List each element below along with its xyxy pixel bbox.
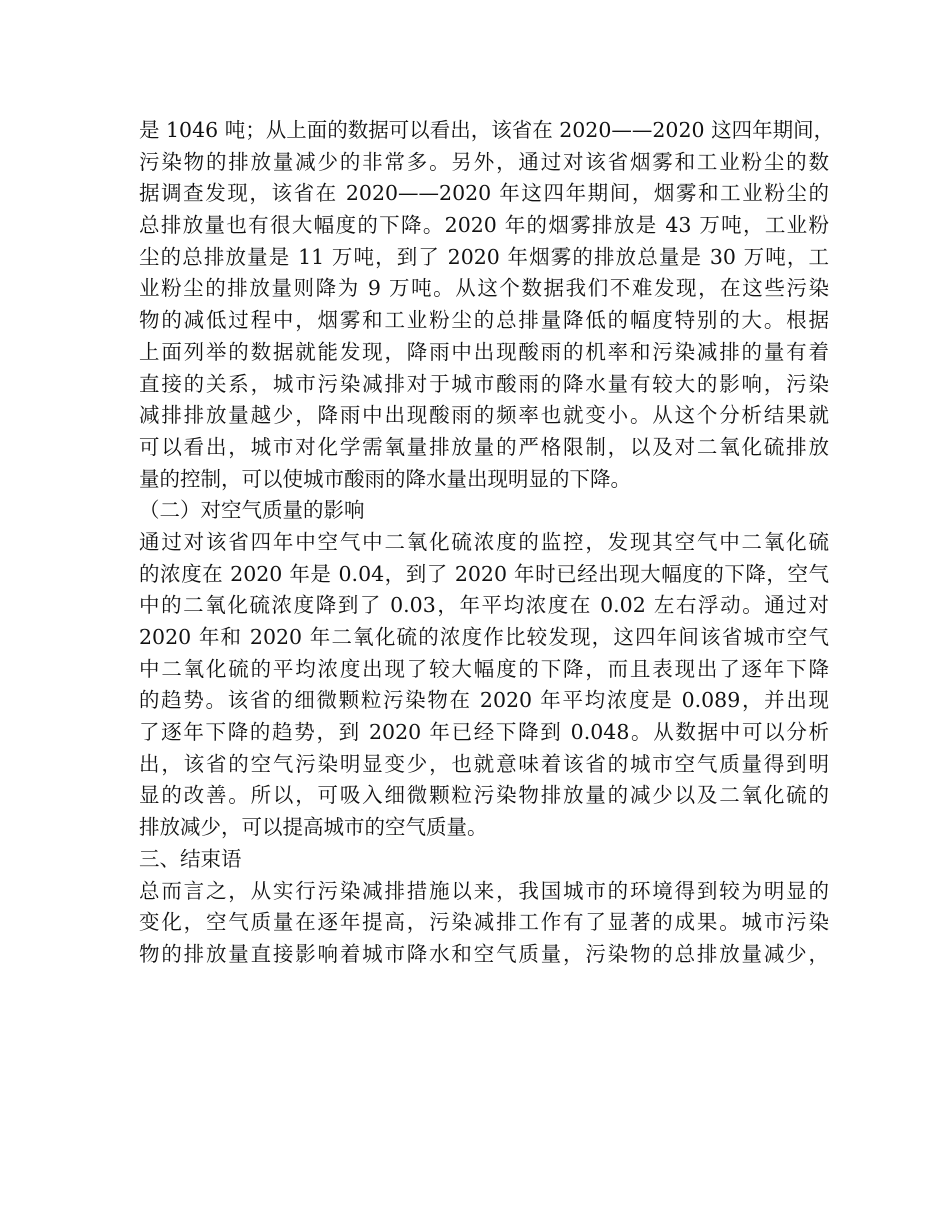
text-line: 变化，空气质量在逐年提高，污染减排工作有了显著的成果。城市污染 bbox=[139, 910, 829, 935]
text-line: 显的改善。所以，可吸入细微颗粒污染物排放量的减少以及二氧化硫的 bbox=[139, 783, 829, 808]
text-line: 的浓度在 2020 年是 0.04，到了 2020 年时已经出现大幅度的下降，空气 bbox=[139, 561, 829, 586]
text-line: 污染物的排放量减少的非常多。另外，通过对该省烟雾和工业粉尘的数 bbox=[139, 149, 829, 174]
text-line: 中的二氧化硫浓度降到了 0.03，年平均浓度在 0.02 左右浮动。通过对 bbox=[139, 593, 829, 618]
text-line: 据调查发现，该省在 2020——2020 年这四年期间，烟雾和工业粉尘的 bbox=[139, 181, 829, 206]
text-line: 总而言之，从实行污染减排措施以来，我国城市的环境得到较为明显的 bbox=[139, 878, 829, 903]
text-line: 了逐年下降的趋势，到 2020 年已经下降到 0.048。从数据中可以分析 bbox=[139, 720, 829, 745]
section-heading-air-quality: （二）对空气质量的影响 bbox=[139, 498, 365, 523]
text-line: 2020 年和 2020 年二氧化硫的浓度作比较发现，这四年间该省城市空气 bbox=[139, 625, 829, 649]
text-line: 出，该省的空气污染明显变少，也就意味着该省的城市空气质量得到明 bbox=[139, 751, 829, 776]
text-line: 可以看出，城市对化学需氧量排放量的严格限制，以及对二氧化硫排放 bbox=[139, 434, 829, 459]
text-line: 通过对该省四年中空气中二氧化硫浓度的监控，发现其空气中二氧化硫 bbox=[139, 529, 829, 554]
text-line: 尘的总排放量是 11 万吨，到了 2020 年烟雾的排放总量是 30 万吨，工 bbox=[139, 244, 829, 269]
text-line: 是 1046 吨；从上面的数据可以看出，该省在 2020——2020 这四年期间， bbox=[139, 118, 835, 142]
paragraph-air-quality bbox=[139, 527, 829, 844]
text-line: 量的控制，可以使城市酸雨的降水量出现明显的下降。 bbox=[139, 466, 631, 491]
text-line: 业粉尘的排放量则降为 9 万吨。从这个数据我们不难发现，在这些污染 bbox=[139, 276, 829, 301]
text-line: 排放减少，可以提高城市的空气质量。 bbox=[139, 815, 488, 840]
text-line: 直接的关系，城市污染减排对于城市酸雨的降水量有较大的影响，污染 bbox=[139, 371, 829, 396]
document-body bbox=[139, 115, 835, 971]
text-line: 上面列举的数据就能发现，降雨中出现酸雨的机率和污染减排的量有着 bbox=[139, 339, 829, 364]
text-line: 的趋势。该省的细微颗粒污染物在 2020 年平均浓度是 0.089，并出现 bbox=[139, 688, 829, 713]
text-line: 中二氧化硫的平均浓度出现了较大幅度的下降，而且表现出了逐年下降 bbox=[139, 656, 829, 681]
text-line: 总排放量也有很大幅度的下降。2020 年的烟雾排放是 43 万吨，工业粉 bbox=[139, 213, 829, 238]
text-line: 物的排放量直接影响着城市降水和空气质量，污染物的总排放量减少， bbox=[139, 941, 829, 966]
text-line: 减排排放量越少，降雨中出现酸雨的频率也就变小。从这个分析结果就 bbox=[139, 403, 829, 428]
section-heading-conclusion: 三、结束语 bbox=[139, 846, 242, 871]
paragraph-conclusion bbox=[139, 876, 829, 971]
paragraph-acid-rain bbox=[139, 115, 835, 495]
text-line: 物的减低过程中，烟雾和工业粉尘的总排量降低的幅度特别的大。根据 bbox=[139, 308, 829, 333]
